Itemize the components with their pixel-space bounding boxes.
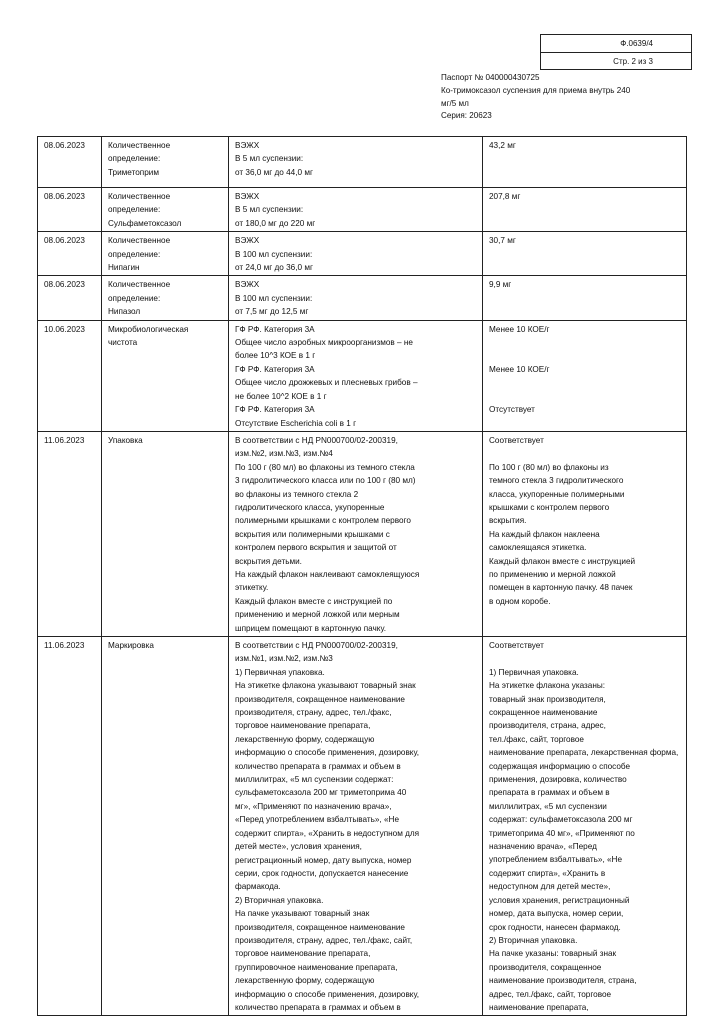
requirement-cell [229, 188, 483, 232]
result-line: вскрытия. [489, 516, 527, 526]
result-cell [483, 320, 687, 431]
result-line: Каждый флакон вместе с инструкцией [489, 556, 636, 566]
test-name-cell [102, 637, 229, 1016]
requirement-line: ГФ РФ. Категория 3А [235, 324, 315, 334]
requirement-line: В 5 мл суспензии: [235, 154, 304, 164]
analysis-table [37, 136, 687, 1016]
date-text: 08.06.2023 [44, 141, 85, 150]
requirement-line: миллилитрах, «5 мл суспензии содержат: [235, 775, 394, 785]
page-number: Стр. 2 из 3 [541, 52, 691, 70]
result-line: применения, дозировка, количество [489, 775, 627, 785]
result-line: адрес, тел./факс, сайт, торговое [489, 989, 612, 999]
requirement-line: группировочное наименование препарата, [235, 962, 398, 972]
result-line: употреблением взбалтывать», «Не [489, 855, 623, 865]
result-line: препарата в граммах и объем в [489, 788, 610, 798]
requirement-line: «Перед употреблением взбалтывать», «Не [235, 815, 399, 825]
requirement-cell [229, 137, 483, 188]
test-line: Триметоприм [108, 167, 159, 177]
result-line: в одном коробе. [489, 596, 551, 606]
result-line: крышками с контролем первого [489, 502, 610, 512]
result-line [489, 652, 681, 665]
requirement-line: По 100 г (80 мл) во флаконы из темного стекла [235, 462, 415, 472]
requirement-line: контролем первого вскрытия и защитой от [235, 543, 397, 553]
test-line: Количественное [108, 141, 171, 150]
requirement-line: производителя, сокращенное наименование [235, 922, 405, 932]
requirement-cell [229, 637, 483, 1016]
result-line: товарный знак производителя, [489, 694, 606, 704]
requirement-line: фармакода. [235, 882, 281, 892]
result-line: назначению врача», «Перед [489, 842, 597, 852]
result-line: номер, дата выпуска, номер серии, [489, 909, 624, 919]
result-cell [483, 276, 687, 320]
result-line: 43,2 мг [489, 141, 516, 150]
result-line: По 100 г (80 мл) во флаконы из [489, 462, 609, 472]
test-line: Количественное [108, 280, 171, 290]
result-line [489, 447, 681, 460]
date-text: 08.06.2023 [44, 236, 85, 246]
requirement-cell [229, 431, 483, 636]
result-line [489, 376, 681, 389]
requirement-line: более 10^3 КОЕ в 1 г [235, 351, 316, 361]
test-line: Микробиологическая [108, 324, 189, 334]
result-line [489, 336, 681, 349]
requirement-line: ВЭЖХ [235, 280, 260, 290]
requirement-cell [229, 276, 483, 320]
result-cell [483, 637, 687, 1016]
requirement-line: содержит спирта», «Хранить в недоступном для [235, 828, 420, 838]
date-cell [38, 276, 102, 320]
test-line: определение: [108, 293, 161, 303]
result-cell [483, 431, 687, 636]
requirement-line: количество препарата в граммах и объем в [235, 1002, 401, 1012]
requirement-line: мг», «Применяют по назначению врача», [235, 801, 392, 811]
requirement-line: производителя, страну, адрес, тел./факс, [235, 708, 392, 718]
date-cell [38, 431, 102, 636]
requirement-line: ВЭЖХ [235, 192, 260, 201]
requirement-line: Отсутствие Escherichia coli в 1 г [235, 418, 357, 428]
test-line: чистота [108, 338, 138, 348]
requirement-line: Каждый флакон вместе с инструкцией по [235, 596, 393, 606]
requirement-line: лекарственную форму, содержащую [235, 976, 375, 986]
table-row [38, 232, 687, 276]
requirement-line: ГФ РФ. Категория 3А [235, 364, 315, 374]
passport-header [441, 72, 641, 123]
product-name: Ко-тримоксазол суспензия для приема внутрь 240 [441, 85, 631, 95]
requirement-line: На каждый флакон наклеивают самоклеящуюся [235, 569, 420, 579]
date-text: 08.06.2023 [44, 280, 85, 290]
result-line: наименование производителя, страна, [489, 976, 637, 986]
requirement-line: 1) Первичная упаковка. [235, 667, 325, 677]
result-line: 30,7 мг [489, 236, 516, 246]
test-name-cell [102, 276, 229, 320]
test-line: определение: [108, 205, 161, 215]
result-line: Отсутствует [489, 405, 535, 415]
result-line: содержат: сульфаметоксазола 200 мг [489, 815, 633, 825]
requirement-cell [229, 320, 483, 431]
result-line: 207,8 мг [489, 192, 521, 201]
requirement-line: лекарственную форму, содержащую [235, 734, 375, 744]
result-line: производителя, сокращенное [489, 962, 602, 972]
form-code-box [540, 34, 692, 70]
result-cell [483, 188, 687, 232]
result-line: Менее 10 КОЕ/г [489, 364, 550, 374]
result-line: 1) Первичная упаковка. [489, 667, 579, 677]
requirement-line: сульфаметоксазола 200 мг триметоприма 40 [235, 788, 407, 798]
test-line: Нипагин [108, 263, 140, 273]
requirement-line: ГФ РФ. Категория 3А [235, 405, 315, 415]
result-line [489, 349, 681, 362]
test-line: определение: [108, 249, 161, 259]
requirement-line: производителя, страну, адрес, тел./факс, сайт, [235, 935, 413, 945]
result-line: миллилитрах, «5 мл суспензии [489, 801, 607, 811]
requirement-line: информацию о способе применения, дозировку, [235, 748, 420, 758]
date-cell [38, 320, 102, 431]
result-line: помещен в картонную пачку. 48 пачек [489, 583, 633, 593]
test-name-cell [102, 320, 229, 431]
requirement-line: регистрационный номер, дату выпуска, номер [235, 855, 412, 865]
result-line: 2) Вторичная упаковка. [489, 935, 578, 945]
result-line: наименование препарата, [489, 1002, 589, 1012]
table-row [38, 637, 687, 1016]
requirement-line: ВЭЖХ [235, 141, 260, 150]
result-line: темного стекла 3 гидролитического [489, 476, 624, 486]
analysis-table-body [38, 137, 687, 1016]
requirement-line: информацию о способе применения, дозировку, [235, 989, 420, 999]
result-line: Соответствует [489, 435, 544, 445]
requirement-line: этикетку. [235, 583, 269, 593]
date-text: 11.06.2023 [44, 641, 85, 650]
test-line: Количественное [108, 236, 171, 246]
result-line: Менее 10 КОЕ/г [489, 324, 550, 334]
date-cell [38, 637, 102, 1016]
test-line: Упаковка [108, 435, 143, 445]
result-line: 9,9 мг [489, 280, 512, 290]
requirement-line: Общее число дрожжевых и плесневых грибов – [235, 378, 418, 388]
date-text: 10.06.2023 [44, 324, 85, 334]
result-line: тел./факс, сайт, торговое [489, 734, 584, 744]
requirement-line: изм.№1, изм.№2, изм.№3 [235, 654, 333, 664]
requirement-line: В 100 мл суспензии: [235, 293, 313, 303]
requirement-line: На этикетке флакона указывают товарный знак [235, 681, 416, 691]
requirement-line: торговое наименование препарата, [235, 721, 371, 731]
result-line: наименование препарата, лекарственная форма, [489, 748, 679, 758]
requirement-line: от 180,0 мг до 220 мг [235, 218, 316, 228]
table-row [38, 188, 687, 232]
requirement-line: шприцем помещают в картонную пачку. [235, 623, 386, 633]
requirement-line: от 36,0 мг до 44,0 мг [235, 167, 313, 177]
test-name-cell [102, 188, 229, 232]
result-line: триметоприма 40 мг», «Применяют по [489, 828, 635, 838]
requirement-line: торговое наименование препарата, [235, 949, 371, 959]
date-cell [38, 232, 102, 276]
requirement-line: во флаконы из темного стекла 2 [235, 489, 359, 499]
requirement-line: производителя, сокращенное наименование [235, 694, 405, 704]
requirement-line: Общее число аэробных микроорганизмов – не [235, 338, 413, 348]
passport-number: Паспорт № 040000430725 [441, 73, 540, 82]
requirement-line: гидролитического класса, укупоренные [235, 502, 385, 512]
test-line: Количественное [108, 192, 171, 201]
result-line: На пачке указаны: товарный знак [489, 949, 617, 959]
date-text: 08.06.2023 [44, 192, 85, 201]
date-cell [38, 137, 102, 188]
test-name-cell [102, 137, 229, 188]
result-cell [483, 137, 687, 188]
result-line: Соответствует [489, 641, 544, 650]
table-row [38, 276, 687, 320]
requirement-line: от 7,5 мг до 12,5 мг [235, 307, 309, 317]
test-line: Нипазол [108, 307, 141, 317]
result-line: содержит спирта», «Хранить в [489, 868, 606, 878]
test-line: Маркировка [108, 641, 154, 650]
result-line: по применению и мерной ложкой [489, 569, 616, 579]
requirement-line: На пачке указывают товарный знак [235, 909, 370, 919]
requirement-line: В соответствии с НД РN000700/02-200319, [235, 435, 398, 445]
result-cell [483, 232, 687, 276]
requirement-line: изм.№2, изм.№3, изм.№4 [235, 449, 333, 459]
date-cell [38, 188, 102, 232]
requirement-line: детей месте», условия хранения, [235, 842, 362, 852]
requirement-line: вскрытия или полимерными крышками с [235, 529, 390, 539]
table-row [38, 137, 687, 188]
test-name-cell [102, 431, 229, 636]
requirement-cell [229, 232, 483, 276]
result-line: сокращенное наименование [489, 708, 598, 718]
result-line: недоступном для детей месте», [489, 882, 611, 892]
result-line: На каждый флакон наклеена [489, 529, 600, 539]
requirement-line: ВЭЖХ [235, 236, 260, 246]
requirement-line: вскрытия детьми. [235, 556, 302, 566]
requirement-line: В 100 мл суспензии: [235, 249, 313, 259]
requirement-line: В соответствии с НД РN000700/02-200319, [235, 641, 398, 650]
requirement-line: серии, срок годности, допускается нанесение [235, 868, 409, 878]
table-row [38, 431, 687, 636]
result-line: самоклеящаяся этикетка. [489, 543, 587, 553]
product-dose: мг/5 мл [441, 98, 469, 108]
result-line [489, 390, 681, 403]
requirement-line: В 5 мл суспензии: [235, 205, 304, 215]
test-line: Сульфаметоксазол [108, 218, 182, 228]
result-line: срок годности, нанесен фармакод. [489, 922, 621, 932]
result-line: На этикетке флакона указаны: [489, 681, 606, 691]
requirement-line: 3 гидролитического класса или по 100 г (80 мл) [235, 476, 416, 486]
test-line: определение: [108, 154, 161, 164]
requirement-line: применению и мерной ложкой или мерным [235, 610, 400, 620]
form-code: Ф.0639/4 [620, 39, 653, 48]
result-line: класса, укупоренные полимерными [489, 489, 625, 499]
batch-number: Серия: 20623 [441, 111, 492, 121]
requirement-line: полимерными крышками с контролем первого [235, 516, 411, 526]
requirement-line: 2) Вторичная упаковка. [235, 895, 324, 905]
date-text: 11.06.2023 [44, 435, 85, 445]
table-row [38, 320, 687, 431]
result-line: производителя, страна, адрес, [489, 721, 606, 731]
requirement-line: количество препарата в граммах и объем в [235, 761, 401, 771]
result-line: условия хранения, регистрационный [489, 895, 630, 905]
requirement-line: не более 10^2 КОЕ в 1 г [235, 391, 327, 401]
requirement-line: от 24,0 мг до 36,0 мг [235, 263, 313, 273]
test-name-cell [102, 232, 229, 276]
result-line: содержащая информацию о способе [489, 761, 631, 771]
